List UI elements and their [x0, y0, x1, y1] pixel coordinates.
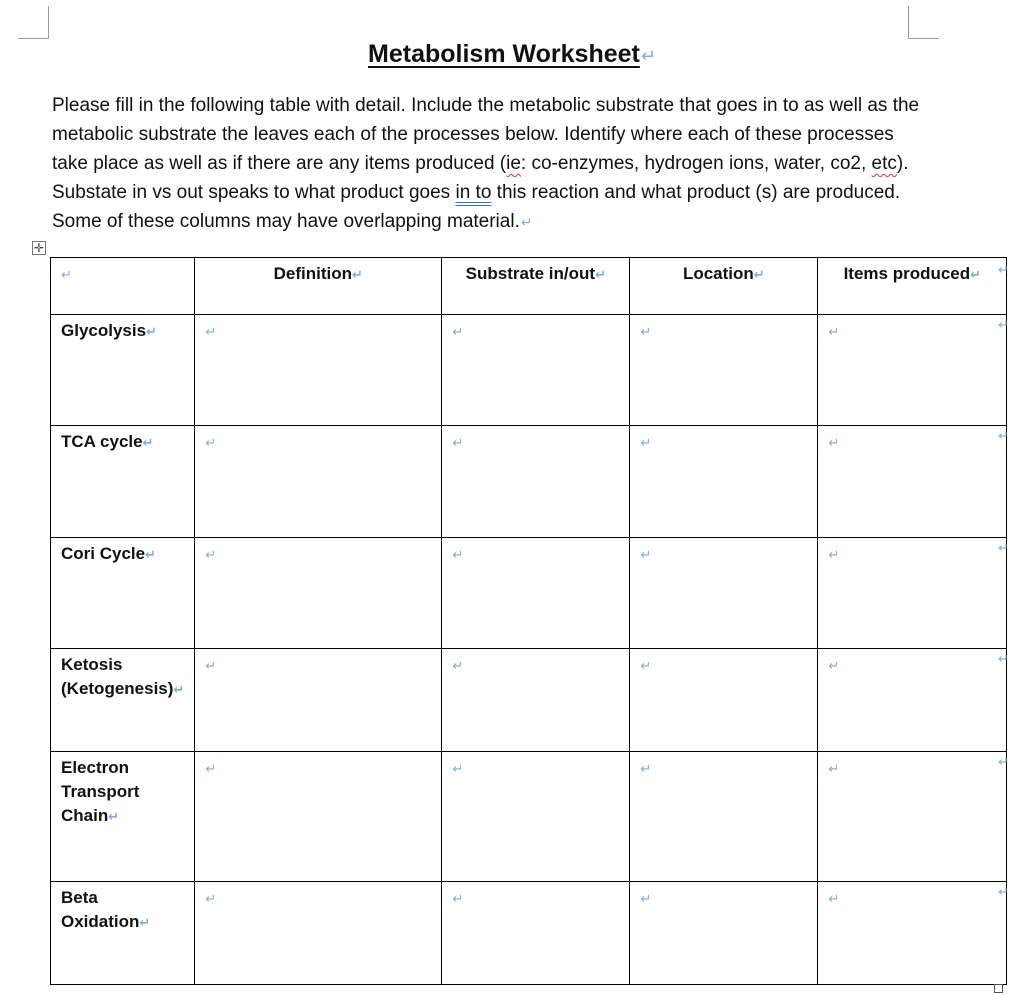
row-label: TCA cycle: [61, 432, 143, 451]
cell-mark-icon: ↵: [205, 547, 217, 562]
page-corner-mark-left: [18, 6, 49, 39]
header-cell-location[interactable]: [630, 258, 818, 315]
table-row: [51, 649, 1007, 752]
items-cell[interactable]: [818, 882, 1007, 985]
cell-mark-icon: ↵: [145, 547, 156, 562]
instructions-paragraph: [52, 91, 932, 237]
substrate-cell[interactable]: [442, 538, 630, 649]
cell-mark-icon: ↵: [640, 658, 652, 673]
row-label-cell[interactable]: [51, 426, 195, 538]
header-cell-items[interactable]: [818, 258, 1007, 315]
cell-mark-icon: ↵: [61, 267, 72, 282]
header-cell-empty[interactable]: [51, 258, 195, 315]
cell-mark-icon: ↵: [108, 809, 120, 824]
definition-cell[interactable]: [195, 752, 442, 882]
table-move-handle-icon[interactable]: ✛: [33, 241, 45, 255]
cell-mark-icon: ↵: [452, 324, 464, 339]
cell-mark-icon: ↵: [640, 891, 652, 906]
cell-mark-icon: ↵: [640, 324, 652, 339]
header-label: Items produced: [843, 264, 971, 283]
grammar-flag-in-to: in to: [455, 182, 492, 203]
title-text: Metabolism Worksheet: [368, 40, 640, 68]
header-label: Location: [682, 264, 754, 283]
table-resize-handle[interactable]: [994, 984, 1003, 993]
cell-mark-icon: ↵: [352, 267, 363, 282]
row-label-cell[interactable]: [51, 315, 195, 426]
cell-mark-icon: ↵: [970, 267, 982, 282]
cell-mark-icon: ↵: [828, 658, 840, 673]
cell-mark-icon: ↵: [595, 267, 606, 282]
end-of-row-mark-icon: ↵: [998, 651, 1009, 666]
header-label: Definition: [273, 264, 353, 283]
table-row: [51, 752, 1007, 882]
items-cell[interactable]: [818, 649, 1007, 752]
header-cell-substrate[interactable]: [442, 258, 630, 315]
end-of-row-mark-icon: ↵: [998, 754, 1009, 769]
page-title: [0, 40, 1024, 69]
end-of-row-mark-icon: ↵: [998, 884, 1009, 899]
substrate-cell[interactable]: [442, 882, 630, 985]
cell-mark-icon: ↵: [640, 435, 652, 450]
table-row: [51, 426, 1007, 538]
cell-mark-icon: ↵: [452, 658, 464, 673]
definition-cell[interactable]: [195, 882, 442, 985]
cell-mark-icon: ↵: [828, 324, 840, 339]
cell-mark-icon: ↵: [828, 761, 840, 776]
cell-mark-icon: ↵: [452, 547, 464, 562]
cell-mark-icon: ↵: [173, 682, 185, 697]
location-cell[interactable]: [630, 315, 818, 426]
definition-cell[interactable]: [195, 538, 442, 649]
intro-text: this reaction and what product (s) are produced. Some of these columns may have overlapping material.: [52, 182, 901, 232]
items-cell[interactable]: [818, 538, 1007, 649]
table-row: [51, 882, 1007, 985]
row-label: Ketosis (Ketogenesis): [61, 655, 174, 698]
row-label: Cori Cycle: [61, 544, 146, 563]
cell-mark-icon: ↵: [452, 435, 464, 450]
substrate-cell[interactable]: [442, 649, 630, 752]
paragraph-mark-icon: ↵: [640, 46, 656, 66]
cell-mark-icon: ↵: [452, 761, 464, 776]
location-cell[interactable]: [630, 649, 818, 752]
cell-mark-icon: ↵: [828, 547, 840, 562]
definition-cell[interactable]: [195, 649, 442, 752]
cell-mark-icon: ↵: [452, 891, 464, 906]
end-of-row-mark-icon: ↵: [998, 262, 1009, 277]
row-label-cell[interactable]: [51, 649, 195, 752]
cell-mark-icon: ↵: [205, 658, 217, 673]
paragraph-mark-icon: ↵: [520, 215, 533, 230]
row-label-cell[interactable]: [51, 538, 195, 649]
table-row: [51, 538, 1007, 649]
location-cell[interactable]: [630, 538, 818, 649]
cell-mark-icon: ↵: [640, 761, 652, 776]
row-label: Beta Oxidation: [61, 888, 140, 931]
row-label-cell[interactable]: [51, 752, 195, 882]
page-corner-mark-right: [908, 6, 939, 39]
spelling-flag-etc: etc: [871, 153, 897, 174]
intro-text: Please fill in the following table with detail. Include the metabolic substrate that goes in to as well as the metabolic substrate the leaves each of the processes below. Identify where each of these processes take place as well as if there are any items produced (: [52, 95, 920, 174]
end-of-row-mark-icon: ↵: [998, 317, 1009, 332]
cell-mark-icon: ↵: [205, 891, 217, 906]
items-cell[interactable]: [818, 426, 1007, 538]
row-label-cell[interactable]: [51, 882, 195, 985]
spelling-flag-ie: ie: [506, 153, 521, 174]
location-cell[interactable]: [630, 752, 818, 882]
row-label: Electron Transport Chain: [61, 758, 140, 825]
row-label: Glycolysis: [61, 321, 147, 340]
end-of-row-mark-icon: ↵: [998, 540, 1009, 555]
substrate-cell[interactable]: [442, 426, 630, 538]
items-cell[interactable]: [818, 752, 1007, 882]
definition-cell[interactable]: [195, 426, 442, 538]
location-cell[interactable]: [630, 426, 818, 538]
cell-mark-icon: ↵: [142, 435, 154, 450]
intro-text: : co-enzymes, hydrogen ions, water, co2,: [520, 153, 872, 174]
cell-mark-icon: ↵: [146, 324, 157, 339]
cell-mark-icon: ↵: [640, 547, 652, 562]
cell-mark-icon: ↵: [753, 267, 765, 282]
table-row: [51, 315, 1007, 426]
items-cell[interactable]: [818, 315, 1007, 426]
cell-mark-icon: ↵: [205, 761, 217, 776]
cell-mark-icon: ↵: [828, 435, 840, 450]
table-header-row: [51, 258, 1007, 315]
header-cell-definition[interactable]: [195, 258, 442, 315]
substrate-cell[interactable]: [442, 315, 630, 426]
cell-mark-icon: ↵: [828, 891, 840, 906]
worksheet-table: [50, 257, 1007, 985]
header-label: Substrate in/out: [465, 264, 596, 283]
location-cell[interactable]: [630, 882, 818, 985]
substrate-cell[interactable]: [442, 752, 630, 882]
end-of-row-mark-icon: ↵: [998, 428, 1009, 443]
cell-mark-icon: ↵: [205, 324, 217, 339]
cell-mark-icon: ↵: [139, 915, 151, 930]
definition-cell[interactable]: [195, 315, 442, 426]
cell-mark-icon: ↵: [205, 435, 217, 450]
intro-text: ). Substate in vs out speaks to what product goes: [52, 153, 909, 203]
